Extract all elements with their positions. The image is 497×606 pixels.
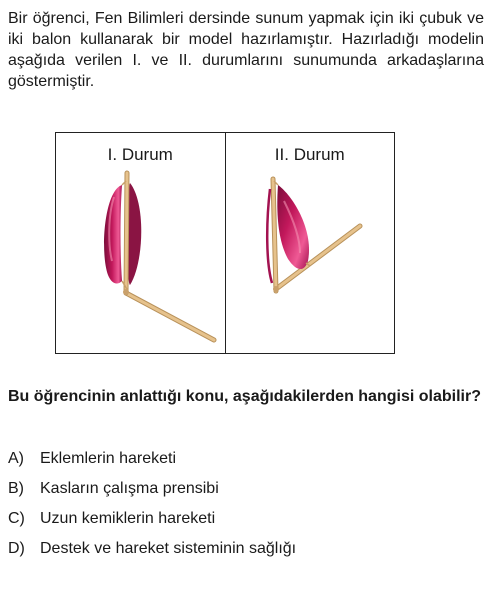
option-letter: B) [8,480,24,497]
balloon-contracted [277,185,309,269]
question-stem: Bu öğrencinin anlattığı konu, aşağıdakilerden hangisi olabilir? [8,388,481,405]
question-intro: Bir öğrenci, Fen Bilimleri dersinde sunum yapmak için iki çubuk ve iki balon kullanarak bir model hazırlamıştır. Hazırladığı modelin aşağıda verilen I. ve II. durumlarını sunumunda arkadaşlarına göstermiştir. [8,10,484,90]
option-c[interactable] [8,508,296,538]
option-b[interactable] [8,478,296,508]
option-text: Uzun kemiklerin hareketi [40,510,216,527]
arm-model-straight [56,133,226,355]
panel-durum-1 [56,133,225,353]
joint [273,286,279,292]
model-figure [55,132,395,354]
option-d[interactable] [8,538,296,568]
joint [123,289,129,295]
panel-title-durum-2: II. Durum [274,145,345,164]
panel-durum-2 [225,133,395,353]
panel-title-durum-1: I. Durum [107,145,173,164]
option-text: Destek ve hareket sisteminin sağlığı [40,540,297,557]
option-letter: A) [8,450,24,467]
option-text: Eklemlerin hareketi [40,450,177,467]
option-letter: C) [8,510,25,527]
option-a[interactable] [8,448,296,478]
option-text: Kasların çalışma prensibi [40,480,219,497]
answer-options [8,448,296,568]
option-letter: D) [8,540,25,557]
arm-model-bent [226,133,396,355]
